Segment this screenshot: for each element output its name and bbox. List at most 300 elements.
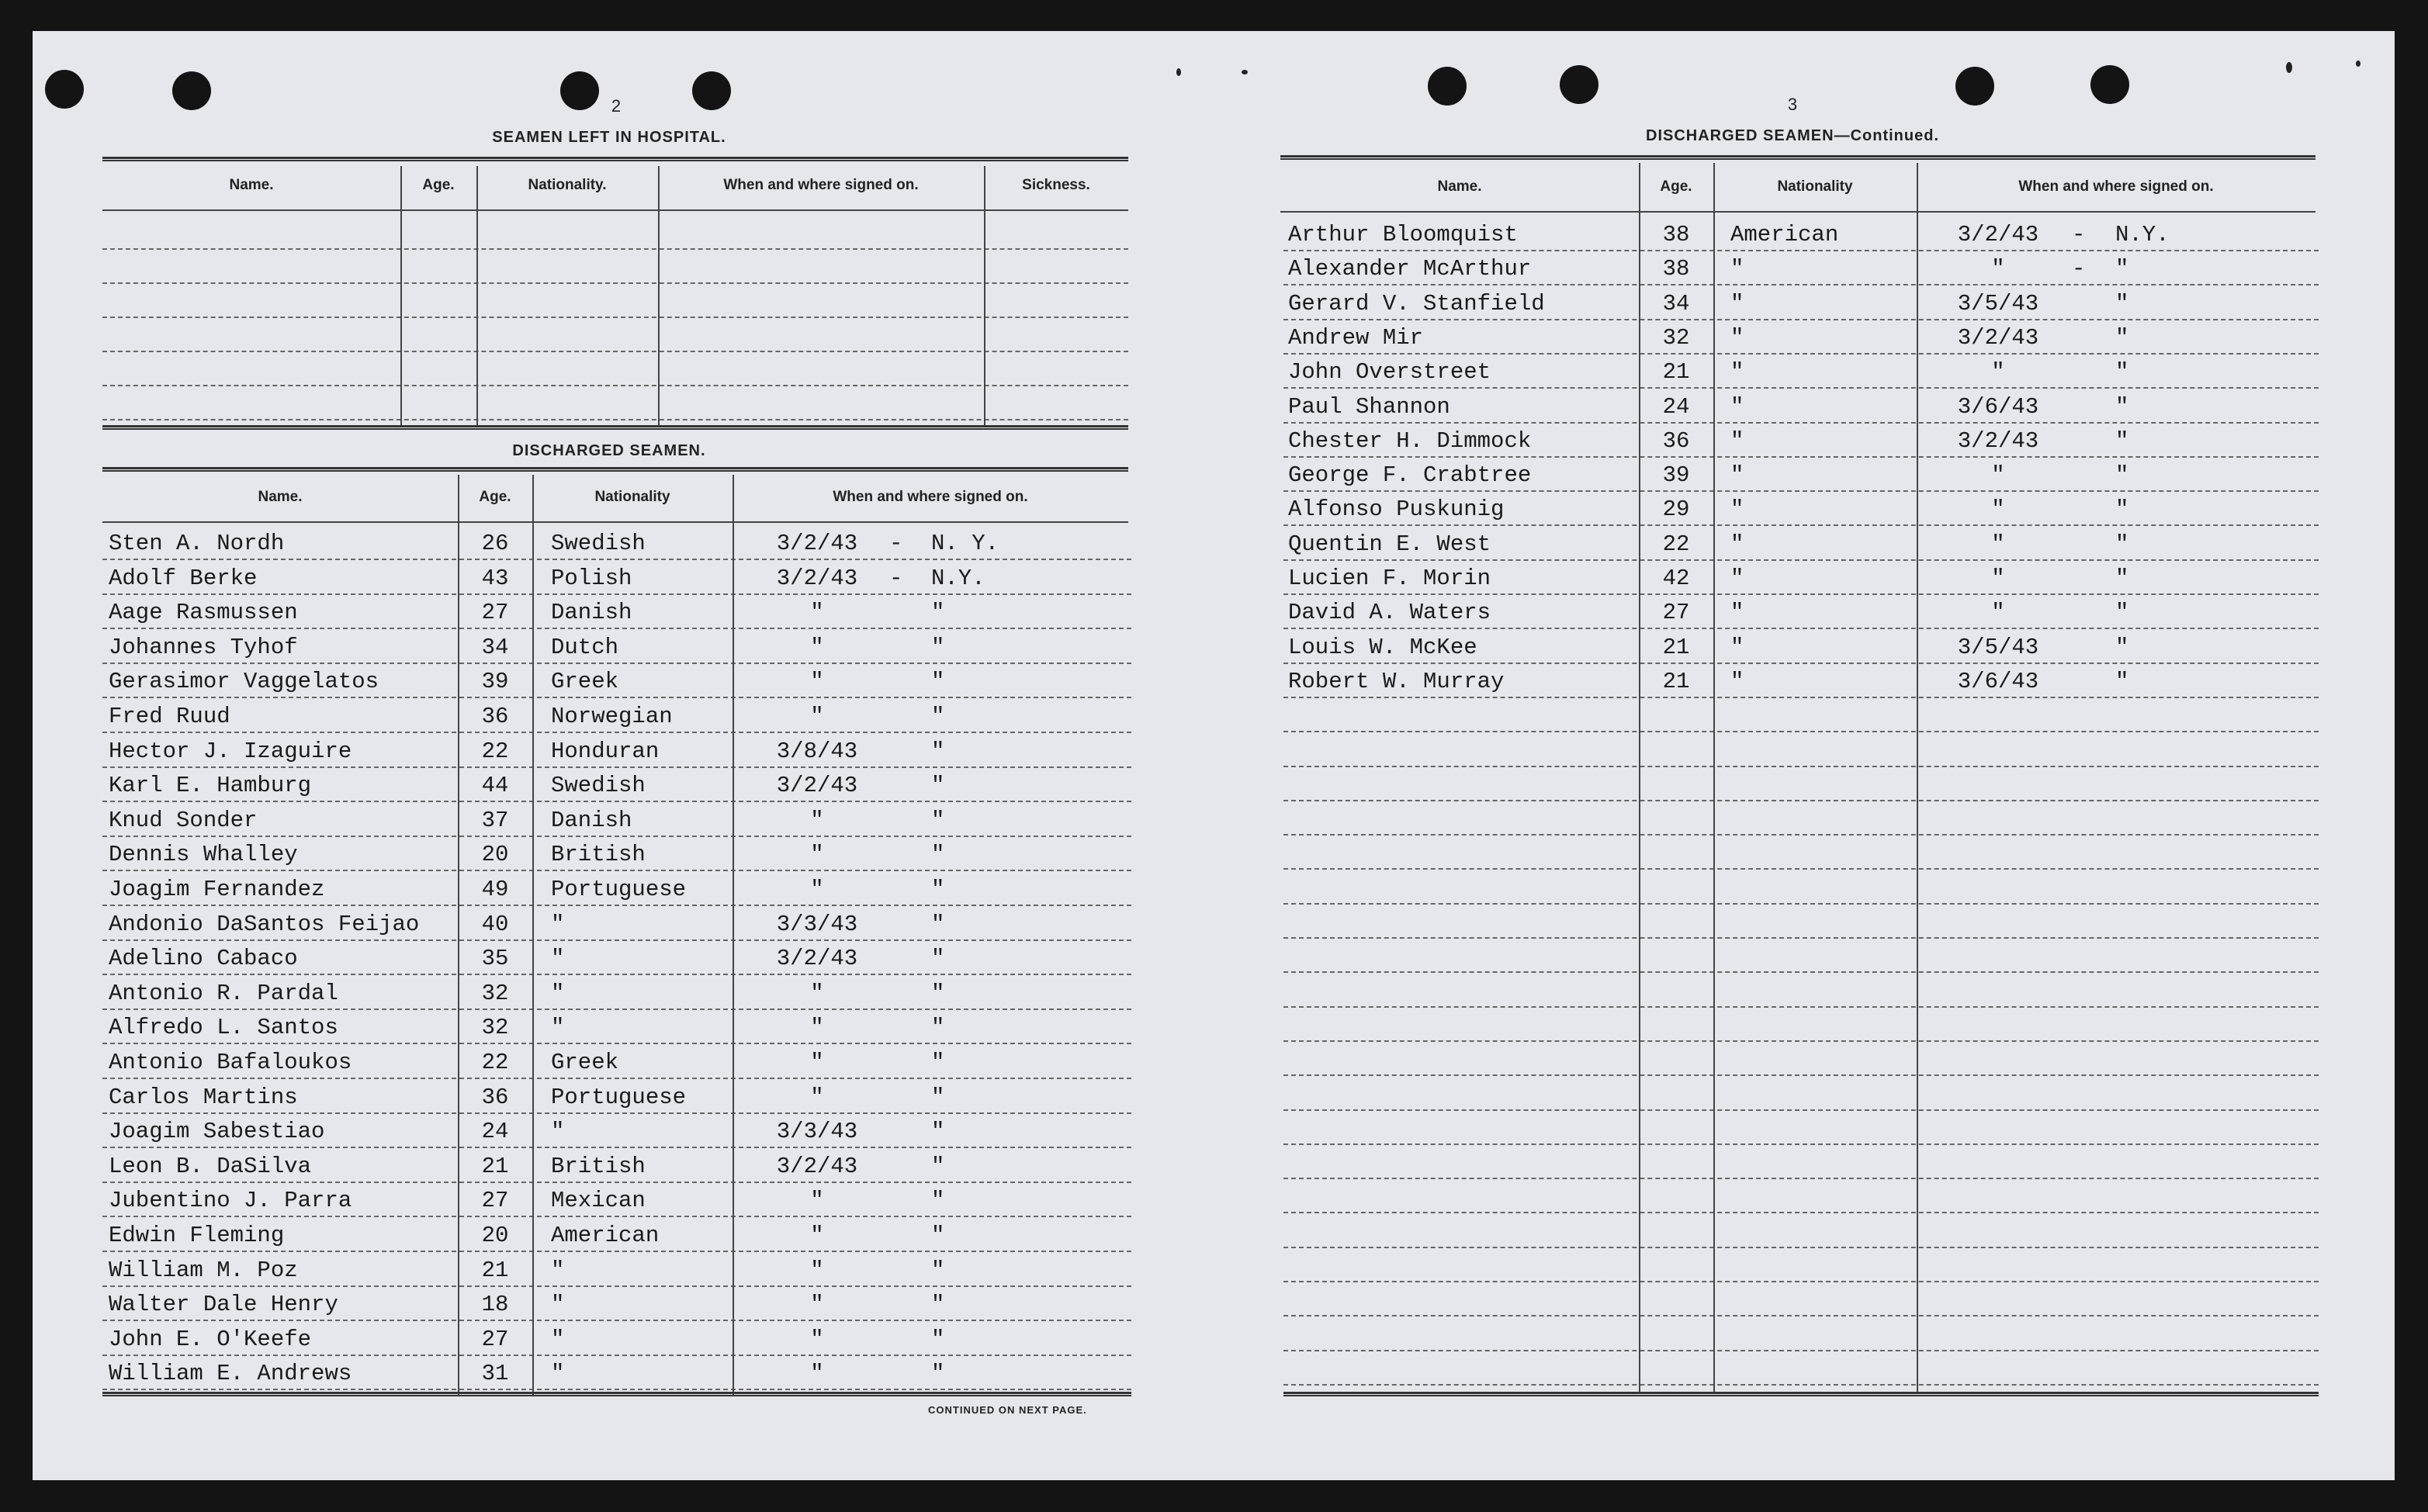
punch-hole [172, 71, 211, 110]
hospital-header-age: Age. [422, 177, 455, 193]
signed-on-place: " [931, 600, 945, 625]
signed-on-date: " [1991, 531, 2005, 557]
signed-on-place: " [931, 808, 945, 833]
signed-on-place: " [2115, 600, 2129, 625]
signed-on-date: 3/6/43 [1957, 394, 2039, 420]
hospital-table-bottom-rule [102, 425, 1128, 430]
table-row-rule [102, 559, 1131, 560]
signed-on-date: 3/8/43 [776, 739, 858, 764]
seaman-nationality: Danish [551, 808, 632, 833]
signed-on-date: " [810, 669, 824, 694]
table-row-rule [102, 1389, 1131, 1390]
signed-on-date: 3/2/43 [1957, 325, 2039, 351]
seaman-nationality: " [551, 946, 565, 971]
seaman-name: Aage Rasmussen [109, 600, 298, 625]
seaman-age: 43 [481, 566, 509, 591]
table-row-rule [1283, 1350, 2319, 1351]
table-row-rule [1283, 628, 2319, 629]
discharged-header-name: Name. [258, 489, 303, 505]
signed-on-place: " [931, 946, 945, 971]
seaman-name: Antonio Bafaloukos [109, 1050, 352, 1075]
signed-on-date: " [810, 808, 824, 833]
signed-on-place: N.Y. [2115, 222, 2170, 247]
seaman-name: William E. Andrews [109, 1361, 352, 1386]
signed-on-place: " [931, 1223, 945, 1248]
signed-on-date: " [810, 1015, 824, 1040]
seaman-age: 21 [481, 1154, 509, 1179]
table-row-rule [102, 1009, 1131, 1010]
seaman-name: Hector J. Izaguire [109, 739, 352, 764]
signed-on-date: 3/2/43 [1957, 222, 2039, 247]
punch-hole [692, 71, 731, 110]
punch-hole [560, 71, 599, 110]
table-row-rule [1283, 800, 2319, 801]
seaman-name: Karl E. Hamburg [109, 773, 312, 798]
right-header-nationality: Nationality [1777, 178, 1853, 195]
signed-on-place: " [2115, 359, 2129, 385]
signed-on-date: " [810, 1361, 824, 1386]
signed-on-date: 3/6/43 [1957, 669, 2039, 694]
table-row-rule [102, 905, 1131, 906]
seaman-age: 27 [481, 1188, 509, 1213]
seaman-age: 27 [1662, 600, 1690, 625]
page-number-left: 2 [611, 96, 622, 116]
discharged-section-title: DISCHARGED SEAMEN. [512, 442, 706, 459]
table-row-rule [1283, 1212, 2319, 1213]
seaman-age: 21 [1662, 359, 1690, 385]
table-row-rule [102, 836, 1131, 837]
table-row-rule [102, 628, 1131, 629]
table-row-rule [1283, 1040, 2319, 1042]
table-row-rule [1283, 319, 2319, 320]
table-row-rule [1283, 1281, 2319, 1282]
seaman-name: Alfonso Puskunig [1288, 497, 1505, 522]
discharged-header-age: Age. [479, 489, 511, 505]
hospital-section-title: SEAMEN LEFT IN HOSPITAL. [492, 129, 726, 146]
signed-on-date: " [810, 635, 824, 660]
right-table-top-rule [1280, 155, 2315, 160]
signed-on-place: " [2115, 531, 2129, 557]
seaman-age: 21 [1662, 635, 1690, 660]
hospital-header-signed-on: When and where signed on. [723, 177, 919, 193]
signed-on-date: " [1991, 600, 2005, 625]
seaman-name: Adelino Cabaco [109, 946, 298, 971]
discharged-header-signed-on: When and where signed on. [833, 489, 1028, 505]
signed-on-place: " [931, 1188, 945, 1213]
signed-on-date: 3/2/43 [776, 946, 858, 971]
signed-on-date: " [810, 1327, 824, 1352]
hospital-row-rule [102, 351, 1128, 352]
seaman-nationality: " [551, 981, 565, 1006]
table-row-rule [1283, 1178, 2319, 1179]
seaman-nationality: " [1730, 256, 1744, 282]
seaman-name: Gerard V. Stanfield [1288, 291, 1545, 317]
seaman-age: 24 [1662, 394, 1690, 420]
seaman-nationality: American [1730, 222, 1839, 247]
seaman-name: Johannes Tyhof [109, 635, 298, 660]
hospital-table-top-rule [102, 157, 1128, 161]
seaman-age: 21 [481, 1258, 509, 1283]
seaman-name: Knud Sonder [109, 808, 258, 833]
seaman-nationality: " [1730, 394, 1744, 420]
seaman-age: 27 [481, 1327, 509, 1352]
signed-on-date: 3/3/43 [776, 1119, 858, 1144]
discharged-table-bottom-rule [102, 1392, 1131, 1396]
signed-on-date: " [1991, 566, 2005, 591]
seaman-name: Andonio DaSantos Feijao [109, 912, 420, 937]
signed-on-place: " [931, 1015, 945, 1040]
table-row-rule [1283, 1144, 2319, 1145]
table-row-rule [1283, 834, 2319, 836]
table-row-rule [1283, 937, 2319, 939]
speck-mark [1242, 70, 1248, 74]
hospital-header-sickness: Sickness. [1022, 177, 1090, 193]
seaman-age: 22 [1662, 531, 1690, 557]
right-table-bottom-rule [1283, 1392, 2319, 1396]
table-row-rule [102, 766, 1131, 768]
seaman-nationality: Swedish [551, 531, 646, 556]
seaman-name: Alfredo L. Santos [109, 1015, 338, 1040]
seaman-age: 27 [481, 600, 509, 625]
seaman-nationality: " [1730, 531, 1744, 557]
seaman-age: 22 [481, 1050, 509, 1075]
signed-on-place: " [931, 704, 945, 729]
seaman-name: John E. O'Keefe [109, 1327, 312, 1352]
table-row-rule [1283, 903, 2319, 905]
seaman-age: 18 [481, 1292, 509, 1317]
seaman-nationality: Mexican [551, 1188, 646, 1213]
hospital-row-rule [102, 385, 1128, 386]
hospital-col-divider [658, 166, 660, 425]
seaman-nationality: " [551, 1361, 565, 1386]
speck-mark [1176, 68, 1181, 76]
signed-on-place: " [2115, 462, 2129, 488]
seaman-age: 29 [1662, 497, 1690, 522]
right-header-age: Age. [1660, 178, 1692, 195]
seaman-age: 36 [1662, 428, 1690, 454]
seaman-name: John Overstreet [1288, 359, 1491, 385]
signed-on-date: " [810, 1258, 824, 1283]
hospital-col-divider [476, 166, 478, 425]
punch-hole [1955, 67, 1994, 106]
punch-hole [1428, 67, 1467, 106]
table-row-rule [1283, 353, 2319, 355]
continued-section-title: DISCHARGED SEAMEN—Continued. [1646, 127, 1939, 144]
seaman-nationality: Danish [551, 600, 632, 625]
signed-on-dash: - [2072, 256, 2086, 282]
signed-on-dash: - [889, 531, 903, 556]
seaman-nationality: British [551, 842, 646, 867]
table-row-rule [1283, 1006, 2319, 1008]
signed-on-date: " [810, 1188, 824, 1213]
signed-on-place: " [931, 635, 945, 660]
right-header-signed-on: When and where signed on. [2018, 178, 2214, 195]
seaman-nationality: " [551, 1258, 565, 1283]
table-row-rule [102, 1320, 1131, 1321]
table-row-rule [102, 663, 1131, 664]
seaman-age: 31 [481, 1361, 509, 1386]
table-row-rule [1283, 663, 2319, 664]
table-row-rule [102, 870, 1131, 871]
seaman-nationality: Polish [551, 566, 632, 591]
signed-on-place: N.Y. [931, 566, 985, 591]
seaman-age: 22 [481, 739, 509, 764]
discharged-col-divider [532, 475, 534, 1395]
signed-on-date: 3/2/43 [776, 531, 858, 556]
seaman-age: 38 [1662, 222, 1690, 247]
seaman-name: George F. Crabtree [1288, 462, 1532, 488]
signed-on-date: 3/2/43 [776, 1154, 858, 1179]
signed-on-place: " [931, 1327, 945, 1352]
seaman-name: Andrew Mir [1288, 325, 1424, 351]
continued-note: CONTINUED ON NEXT PAGE. [928, 1404, 1087, 1416]
seaman-nationality: " [1730, 669, 1744, 694]
seaman-nationality: " [1730, 359, 1744, 385]
signed-on-place: " [2115, 669, 2129, 694]
seaman-name: Gerasimor Vaggelatos [109, 669, 379, 694]
table-row-rule [1283, 1074, 2319, 1076]
seaman-nationality: " [1730, 428, 1744, 454]
seaman-name: Jubentino J. Parra [109, 1188, 352, 1213]
seaman-age: 39 [481, 669, 509, 694]
punch-hole [45, 70, 84, 109]
seaman-name: Louis W. McKee [1288, 635, 1477, 660]
signed-on-place: " [931, 773, 945, 798]
table-row-rule [1283, 559, 2319, 561]
seaman-nationality: " [1730, 325, 1744, 351]
table-row-rule [1283, 766, 2319, 767]
signed-on-date: " [810, 704, 824, 729]
table-row-rule [102, 697, 1131, 698]
discharged-header-rule [102, 521, 1128, 523]
table-row-rule [102, 1147, 1131, 1148]
seaman-age: 38 [1662, 256, 1690, 282]
seaman-nationality: " [551, 1119, 565, 1144]
seaman-nationality: " [1730, 497, 1744, 522]
table-row-rule [102, 1182, 1131, 1183]
signed-on-date: 3/5/43 [1957, 635, 2039, 660]
speck-mark [2356, 61, 2360, 67]
seaman-name: Dennis Whalley [109, 842, 298, 867]
seaman-name: Fred Ruud [109, 704, 230, 729]
signed-on-place: " [2115, 394, 2129, 420]
table-row-rule [1283, 422, 2319, 424]
signed-on-place: " [2115, 428, 2129, 454]
seaman-age: 20 [481, 1223, 509, 1248]
table-row-rule [1283, 1315, 2319, 1317]
table-row-rule [1283, 971, 2319, 973]
hospital-row-rule [102, 419, 1128, 420]
seaman-age: 26 [481, 531, 509, 556]
table-row-rule [1283, 1384, 2319, 1386]
seaman-age: 39 [1662, 462, 1690, 488]
seaman-age: 35 [481, 946, 509, 971]
signed-on-place: " [931, 1085, 945, 1110]
hospital-col-divider [984, 166, 985, 425]
seaman-age: 32 [481, 1015, 509, 1040]
right-header-name: Name. [1437, 178, 1482, 195]
signed-on-date: 3/2/43 [776, 566, 858, 591]
hospital-header-nationality: Nationality. [528, 177, 607, 193]
signed-on-date: " [1991, 359, 2005, 385]
signed-on-date: " [810, 1050, 824, 1075]
seaman-name: Adolf Berke [109, 566, 258, 591]
seaman-name: Arthur Bloomquist [1288, 222, 1518, 247]
hospital-row-rule [102, 317, 1128, 318]
signed-on-dash: - [889, 566, 903, 591]
right-header-rule [1280, 211, 2315, 213]
seaman-age: 32 [1662, 325, 1690, 351]
seaman-nationality: Greek [551, 669, 619, 694]
signed-on-date: " [810, 1085, 824, 1110]
table-row-rule [1283, 697, 2319, 698]
seaman-nationality: Dutch [551, 635, 619, 660]
signed-on-place: " [931, 739, 945, 764]
seaman-name: Quentin E. West [1288, 531, 1491, 557]
table-row-rule [102, 801, 1131, 802]
seaman-name: Carlos Martins [109, 1085, 298, 1110]
hospital-header-rule [102, 209, 1128, 211]
table-row-rule [1283, 1109, 2319, 1111]
right-col-divider [1639, 163, 1640, 1392]
seaman-name: Chester H. Dimmock [1288, 428, 1532, 454]
signed-on-place: " [931, 1361, 945, 1386]
table-row-rule [1283, 593, 2319, 595]
seaman-age: 36 [481, 704, 509, 729]
signed-on-place: " [2115, 325, 2129, 351]
table-row-rule [102, 593, 1131, 595]
table-row-rule [102, 1251, 1131, 1252]
table-row-rule [1283, 387, 2319, 389]
right-col-divider [1713, 163, 1715, 1392]
seaman-nationality: American [551, 1223, 660, 1248]
seaman-nationality: " [1730, 566, 1744, 591]
punch-hole [2090, 65, 2129, 104]
seaman-age: 49 [481, 877, 509, 902]
seaman-age: 37 [481, 808, 509, 833]
table-row-rule [102, 1043, 1131, 1044]
seaman-age: 42 [1662, 566, 1690, 591]
hospital-header-name: Name. [229, 177, 274, 193]
seaman-nationality: British [551, 1154, 646, 1179]
signed-on-dash: - [2072, 222, 2086, 247]
seaman-age: 20 [481, 842, 509, 867]
table-row-rule [102, 732, 1131, 733]
seaman-age: 40 [481, 912, 509, 937]
seaman-name: Leon B. DaSilva [109, 1154, 312, 1179]
hospital-row-rule [102, 282, 1128, 284]
seaman-age: 21 [1662, 669, 1690, 694]
seaman-name: Paul Shannon [1288, 394, 1450, 420]
signed-on-date: " [810, 842, 824, 867]
table-row-rule [102, 1078, 1131, 1079]
discharged-col-divider [733, 475, 734, 1395]
table-row-rule [1283, 1247, 2319, 1248]
table-row-rule [1283, 250, 2319, 251]
discharged-col-divider [458, 475, 459, 1395]
table-row-rule [102, 1355, 1131, 1356]
table-row-rule [1283, 524, 2319, 526]
seaman-name: Lucien F. Morin [1288, 566, 1491, 591]
signed-on-place: " [931, 912, 945, 937]
discharged-table-top-rule [102, 467, 1128, 472]
seaman-nationality: " [1730, 291, 1744, 317]
table-row-rule [1283, 284, 2319, 285]
seaman-nationality: " [551, 1292, 565, 1317]
signed-on-date: " [1991, 462, 2005, 488]
signed-on-place: " [2115, 291, 2129, 317]
seaman-nationality: Honduran [551, 739, 660, 764]
seaman-name: David A. Waters [1288, 600, 1491, 625]
seaman-name: William M. Poz [109, 1258, 298, 1283]
seaman-name: Antonio R. Pardal [109, 981, 338, 1006]
signed-on-place: " [2115, 256, 2129, 282]
seaman-nationality: Norwegian [551, 704, 673, 729]
seaman-name: Joagim Sabestiao [109, 1119, 325, 1144]
signed-on-date: " [810, 1223, 824, 1248]
signed-on-date: 3/2/43 [776, 773, 858, 798]
seaman-age: 44 [481, 773, 509, 798]
seaman-age: 32 [481, 981, 509, 1006]
signed-on-place: " [931, 1292, 945, 1317]
signed-on-date: " [810, 1292, 824, 1317]
seaman-age: 24 [481, 1119, 509, 1144]
punch-hole [1560, 65, 1598, 104]
seaman-nationality: Portuguese [551, 1085, 687, 1110]
seaman-age: 36 [481, 1085, 509, 1110]
seaman-nationality: Greek [551, 1050, 619, 1075]
signed-on-place: " [931, 669, 945, 694]
table-row-rule [102, 1216, 1131, 1217]
table-row-rule [1283, 456, 2319, 458]
seaman-nationality: " [551, 912, 565, 937]
seaman-nationality: " [1730, 462, 1744, 488]
signed-on-date: " [1991, 497, 2005, 522]
seaman-nationality: Portuguese [551, 877, 687, 902]
signed-on-place: N. Y. [931, 531, 999, 556]
table-row-rule [1283, 868, 2319, 870]
signed-on-date: 3/5/43 [1957, 291, 2039, 317]
table-row-rule [1283, 490, 2319, 492]
seaman-name: Robert W. Murray [1288, 669, 1505, 694]
signed-on-date: " [810, 981, 824, 1006]
signed-on-place: " [931, 1258, 945, 1283]
seaman-nationality: " [1730, 600, 1744, 625]
table-row-rule [102, 974, 1131, 975]
hospital-row-rule [102, 248, 1128, 250]
seaman-name: Alexander McArthur [1288, 256, 1532, 282]
seaman-name: Walter Dale Henry [109, 1292, 338, 1317]
table-row-rule [1283, 731, 2319, 732]
page-number-right: 3 [1787, 95, 1798, 114]
signed-on-place: " [2115, 635, 2129, 660]
signed-on-date: " [810, 600, 824, 625]
signed-on-place: " [931, 1119, 945, 1144]
seaman-name: Joagim Fernandez [109, 877, 325, 902]
signed-on-date: 3/2/43 [1957, 428, 2039, 454]
signed-on-date: " [1991, 256, 2005, 282]
hospital-col-divider [400, 166, 402, 425]
speck-mark [2286, 62, 2292, 73]
seaman-age: 34 [1662, 291, 1690, 317]
signed-on-place: " [931, 877, 945, 902]
table-row-rule [102, 1285, 1131, 1287]
signed-on-place: " [931, 1050, 945, 1075]
signed-on-place: " [2115, 497, 2129, 522]
seaman-nationality: " [1730, 635, 1744, 660]
signed-on-place: " [2115, 566, 2129, 591]
signed-on-place: " [931, 1154, 945, 1179]
